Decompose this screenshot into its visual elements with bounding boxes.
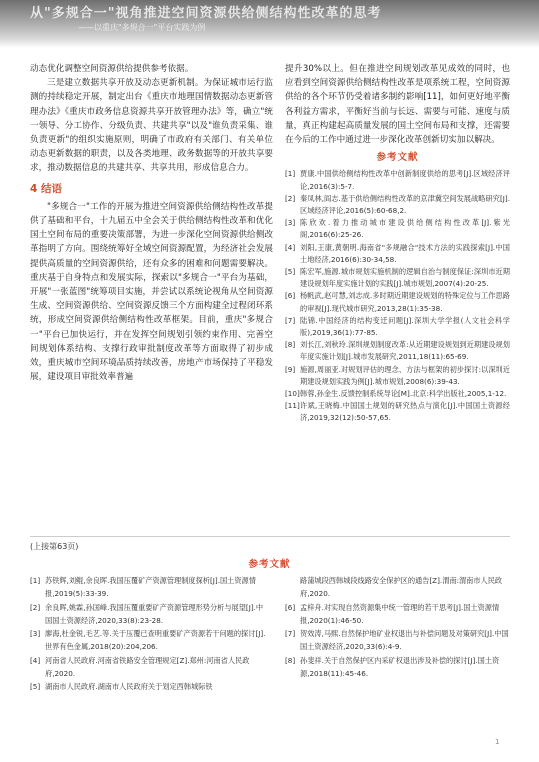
- page-header: [0, 0, 539, 48]
- reference-number: [3]: [30, 629, 41, 639]
- reference-item: [285, 654, 510, 681]
- reference-number: [4]: [30, 655, 41, 665]
- references-heading: 参考文献: [376, 152, 419, 164]
- reference-number: [2]: [285, 193, 296, 203]
- reference-item: [285, 388, 510, 400]
- reference-text: 韩蓉,孙金生.反馈控制系统导论[M].北京:科学出版社,2005,1-12.: [300, 389, 507, 399]
- reference-item: [285, 315, 510, 339]
- right-paragraph-1: 提升30%以上。但在推进空间规划改革见成效的同时，也应看到空间资源供给侧结构性改革是项系统工程，空间资源供给的各个环节仍受着诸多制约影响[11]，如何更好地平衡各利益方需求，平衡好当前与长远、需要与可能、速度与质量，真正构建起高质量发展的国土空间布局和支撑，还需要在今后的工作中通过进一步深化改革创新切实加以解决。: [285, 64, 510, 146]
- reference-number: [8]: [285, 340, 296, 350]
- continuation-reference-list-right: [285, 574, 510, 680]
- header-title: 从"多规合一"视角推进空间资源供给侧结构性改革的思考: [30, 6, 382, 21]
- reference-text: 陈宏军,施源.城市规划实施机制的逻辑自治与制度保证:深圳市近期建设规划年度实施计划的实践[J].城市规划,2007(4):20-25.: [300, 267, 510, 289]
- reference-number: [6]: [285, 291, 296, 301]
- reference-text: 杨帆武,赵可慧,刘志成.多时期近期建设规划的特殊定位与工作思路的审视[J].现代城市研究,2013,28(1):35-38.: [300, 291, 510, 313]
- reference-number: [3]: [285, 218, 296, 228]
- reference-item: [285, 364, 510, 388]
- reference-number: [7]: [285, 315, 296, 325]
- reference-text: 施源,周丽亚.对规划评估的理念、方法与框架的初步探讨:以深圳近期建设规划实践为例[J].城市规划,2008(6):39-43.: [300, 364, 510, 386]
- reference-text: 湖南市人民政府.湖南市人民政府关于划定西韩城际铁: [45, 682, 213, 692]
- reference-text: 贾康.中国供给侧结构性改革中创新制度供给的思考[J].区域经济评论,2016(3):5-7.: [300, 169, 510, 191]
- reference-list: [285, 168, 510, 424]
- reference-text: 余良晖,姚霖,孙国峰.我国压覆重要矿产资源管理形势分析与展望[J].中国国土资源经济,2020,33(8):23-28.: [45, 602, 264, 625]
- reference-number: [5]: [30, 682, 41, 692]
- reference-text: 贺效涛,马熙.自然保护地矿业权退出与补偿问题及对策研究[J].中国国土资源经济,2020,33(6):4-9.: [300, 629, 509, 652]
- left-paragraph-3: "多规合一"工作的开展为推进空间资源供给侧结构性改革提供了基础和平台，十九届五中全会关于供给侧结构性改革和优化国土空间布局的重要决策部署，为进一步深化空间资源供给侧改革指明了方向。围绕统筹好全域空间资源配置，为经济社会发展提供高质量的空间资源供给，还有众多的困难和问题需要解决。重庆基于自身特点和发展实际，探索以"多规合一"平台为基础，开展"一张蓝图"统筹项目实施，并尝试以系统论视角从空间资源生成、空间资源供给、空间资源反馈三个方面构建全过程闭环系统，形成空间资源供给侧结构性改革框架。目前，重庆"多规合一"平台已加快运行，并在发挥空间规划引领约束作用、完善空间规划体系结构、支撑行政审批制度改革等方面取得了初步成效，重庆城市空间环境品质持续改善，房地产市场保持了平稳发展，建设项目审批效率普遍: [30, 201, 273, 383]
- reference-item: [285, 266, 510, 290]
- header-subtitle: ——以重庆"多规合一"平台实践为例: [78, 23, 206, 32]
- reference-text: 陈欣欢.着力推动城市建设供给侧结构性改革[J].紫光阁,2016(6):25-26.: [300, 218, 510, 240]
- reference-number: [1]: [30, 576, 41, 585]
- left-column: [30, 62, 273, 384]
- reference-item: [30, 627, 270, 654]
- continuation-reference-list-left: [30, 574, 270, 694]
- reference-number: [11]: [285, 401, 300, 411]
- reference-number: [6]: [285, 602, 296, 612]
- continuation-label: (上接第63页): [30, 542, 79, 551]
- reference-text: 路蒲城段西韩城段线路安全保护区的通告[Z].渭南:渭南市人民政府,2020.: [300, 576, 503, 599]
- reference-text: 苏铁辉,刘鲲,余良晖.我国压覆矿产资源管理制度探析[J].国土资源情报,2019(5):33-39.: [45, 576, 256, 599]
- reference-number: [7]: [285, 629, 296, 639]
- reference-text: 刘长江,刘秋玲.深圳规划制度改革:从近期建设规划到近期建设规划年度实施计划[J].城市发展研究,2011,18(11):65-69.: [300, 340, 510, 362]
- reference-text: 河南省人民政府.河南省铁路安全管理规定[Z].郑州:河南省人民政府,2020.: [45, 655, 250, 679]
- left-paragraph-1: 动态优化调整空间资源供给提供参考依据。: [30, 64, 194, 74]
- left-paragraph-2: 三是建立数据共享开放及动态更新机制。为保证城市运行监测的持续稳定开展，制定出台《重庆市地理国情数据动态更新管理办法》《重庆市政务信息资源共享开放管理办法》等，确立"统一领导、分工协作、分级负责、共建共享"以及"谁负责采集、谁负责更新"的组织实施原则，明确了市政府有关部门、有关单位动态更新数据的职责，以及各类地理、政务数据等的开放共享要求，推动数据信息的共建共享、共享共用，形成信息合力。: [30, 78, 273, 174]
- reference-item: [30, 601, 270, 628]
- reference-number: [9]: [285, 364, 296, 374]
- reference-item: [285, 339, 510, 363]
- section-heading: 4 结语: [30, 182, 62, 195]
- reference-number: [8]: [285, 655, 296, 665]
- reference-item: [285, 193, 510, 217]
- reference-item: [285, 168, 510, 192]
- reference-text: 孟梓舟.对实现自然资源集中统一管理的若干思考[J].国土资源情报,2020(1):46-50.: [300, 602, 500, 625]
- reference-item: [30, 654, 270, 681]
- right-column: [285, 62, 510, 425]
- reference-item: [285, 627, 510, 654]
- reference-text: 刘阳,王康,黄朝明.海南省"多规融合"技术方法的实践探索[J].中国土地经济,2016(6):30-34,58.: [300, 242, 510, 264]
- reference-item: [285, 400, 510, 424]
- reference-number: [2]: [30, 602, 41, 612]
- reference-number: [1]: [285, 169, 296, 179]
- reference-text: 陆锦.中国经济的结构变迁问题[J].深圳大学学报(人文社会科学版),2019,36(1):77-85.: [300, 315, 510, 338]
- reference-item: [30, 680, 270, 693]
- reference-text: 孙斐祥.关于自然保护区内采矿权退出涉及补偿的探讨[J].国土资源,2018(11):45-46.: [300, 655, 500, 679]
- reference-text: 廖海,杜金锐,毛艺.等.关于压覆已查明重要矿产资源若干问题的探讨[J].世界有色金属,2018(20):204,206.: [45, 629, 266, 652]
- reference-item: [285, 217, 510, 241]
- reference-item: [285, 574, 510, 601]
- page-number: 1: [495, 738, 500, 746]
- reference-number: [4]: [285, 242, 296, 252]
- reference-text: 秦凤林,阎志.基于供给侧结构性改革的京津冀空间发展战略研究[J].区域经济评论,2016(5):60-68,2.: [300, 193, 510, 216]
- reference-item: [285, 242, 510, 266]
- reference-item: [285, 290, 510, 314]
- reference-item: [285, 601, 510, 628]
- reference-item: [30, 574, 270, 601]
- reference-number: [10]: [285, 389, 300, 399]
- reference-number: [285, 574, 300, 601]
- continuation-references-heading: 参考文献: [248, 559, 291, 570]
- reference-number: [5]: [285, 267, 296, 277]
- reference-text: 许斌,王晓梅.中国国土规划的研究热点与演化[J].中国国土资源经济,2019,32(12):50-57,65.: [300, 401, 510, 423]
- section-divider: [30, 536, 510, 537]
